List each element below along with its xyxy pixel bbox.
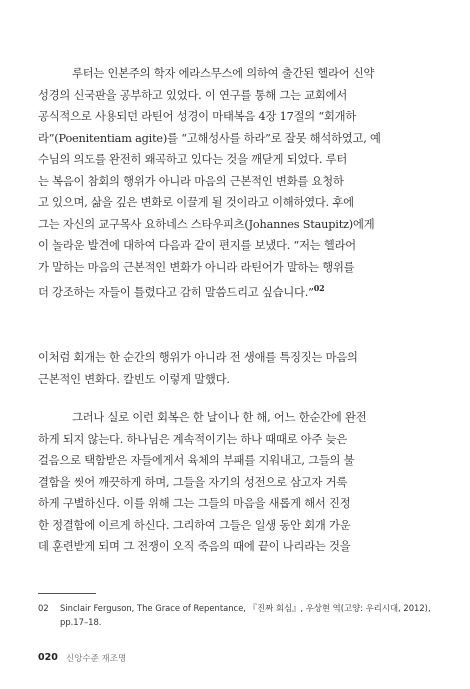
footnote-number: 02: [38, 603, 49, 613]
footnote-divider: [38, 593, 96, 594]
text-line: 루터는 인본주의 학자 에라스무스에 의하여 출간된 헬라어 신약: [72, 67, 375, 80]
footnote-text-cont: pp.17–18.: [60, 617, 102, 627]
text-line: 그는 자신의 교구목사 요하네스 스타우피츠(Johannes Staupitz)에게: [38, 217, 375, 231]
text-line: 공식적으로 사용되던 라틴어 성경이 마태복음 4장 17절의 “회개하: [38, 110, 357, 123]
paragraph-luther: [72, 63, 433, 85]
footnote: [38, 601, 433, 629]
text-line: 수님의 의도를 완전히 왜곡하고 있다는 것을 깨닫게 되었다. 루터: [38, 153, 348, 166]
text-line: 이 놀라운 발견에 대하여 다음과 같이 편지를 보냈다. “저는 헬라어: [38, 239, 357, 252]
paragraph-luther-body: [38, 85, 433, 304]
text-line: 그러나 실로 이런 회복은 한 날이나 한 해, 어느 한순간에 완전: [72, 411, 367, 424]
running-title: 신앙수준 재조명: [66, 654, 127, 664]
text-line: 결함을 씻어 깨끗하게 하며, 그들을 자기의 성전으로 삼고자 거룩: [38, 475, 348, 489]
text-line: 데 훈련받게 되며 그 전쟁이 오직 죽음의 때에 끝이 나리라는 것을: [38, 540, 351, 553]
text-line: 한 정결함에 이르게 하신다. 그리하여 그들은 일생 동안 회개 가운: [38, 518, 351, 532]
text-line: 고 있으며, 삶을 깊은 변화로 이끌게 될 것이라고 이해하였다. 후에: [38, 196, 354, 209]
footnote-text: Sinclair Ferguson, The Grace of Repentance, 『진짜 회심』, 우상현 역(고양: 우리시대, 2012),: [60, 603, 431, 613]
paragraph-calvin-quote: [38, 429, 433, 558]
text-line: 이처럼 회개는 한 순간의 행위가 아니라 전 생애를 특징짓는 마음의: [38, 351, 358, 364]
text-line: 라”(Poenitentiam agite)를 “고해성사를 하라”로 잘못 해석하였고, 예: [38, 131, 381, 145]
text-line: 하게 구별하신다. 이를 위해 그는 그들의 마음을 새롭게 해서 진정: [38, 497, 351, 510]
text-line: 걸음으로 택함받은 자들에게서 육체의 부패를 지워내고, 그들의 불: [38, 454, 355, 467]
text-line-last: [38, 278, 433, 303]
paragraph-calvin-quote-first: [72, 407, 433, 429]
footnote-marker: 02: [313, 283, 325, 293]
page-number: 020: [38, 652, 58, 663]
paragraph-repentance: [38, 347, 433, 390]
text-line: 성경의 신국판을 공부하고 있었다. 이 연구를 통해 그는 교회에서: [38, 88, 348, 102]
text-line: 더 강조하는 자들이 틀렸다고 감히 말씀드리고 싶습니다.”: [38, 285, 314, 299]
text-line: 하게 되지 않는다. 하나님은 계속적이기는 하나 때때로 아주 늦은: [38, 432, 348, 446]
text-line: 근본적인 변화다. 칼빈도 이렇게 말했다.: [38, 372, 230, 386]
text-line: 는 복음이 참회의 행위가 아니라 마음의 근본적인 변화를 요청하: [38, 174, 344, 188]
text-line: 가 말하는 마음의 근본적인 변화가 아니라 라틴어가 말하는 행위를: [38, 260, 355, 274]
